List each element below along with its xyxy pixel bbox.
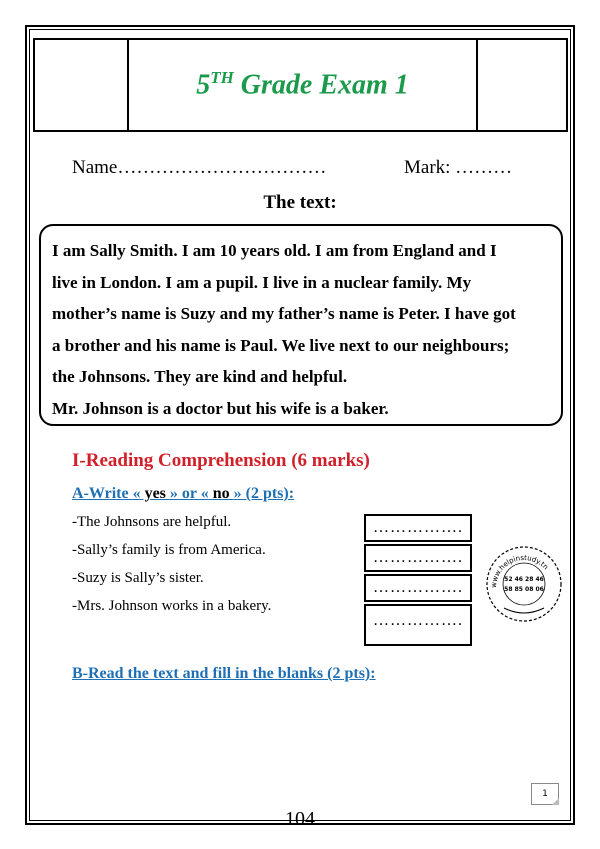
answer-field[interactable]: …………….	[364, 604, 472, 646]
part-a-instruction: A-Write « yes » or « no » (2 pts):	[72, 485, 295, 502]
keyword-yes: yes	[140, 485, 170, 502]
statement-item: -The Johnsons are helpful.	[72, 514, 232, 530]
passage-line: the Johnsons. They are kind and helpful.	[52, 367, 348, 386]
page-tag: 1	[531, 783, 559, 805]
header-title-cell	[129, 40, 476, 130]
answer-field[interactable]: …………….	[364, 574, 472, 602]
section-title-reading: I-Reading Comprehension (6 marks)	[72, 450, 370, 471]
stamp-phone2: 58 85 08 06	[504, 586, 544, 593]
statement-item: -Suzy is Sally’s sister.	[72, 570, 204, 586]
passage-line: mother’s name is Suzy and my father’s name is Peter. I have got	[52, 304, 516, 323]
keyword-no: no	[208, 485, 234, 502]
student-mark-field: Mark: ………	[404, 157, 513, 178]
statement-item: -Mrs. Johnson works in a bakery.	[72, 598, 272, 614]
answer-field[interactable]: …………….	[364, 514, 472, 542]
header-right-cell	[476, 40, 566, 130]
reading-passage	[39, 224, 563, 426]
passage-line: a brother and his name is Paul. We live next to our neighbours;	[52, 335, 510, 355]
exam-header	[33, 38, 568, 132]
helpinstudy-stamp	[484, 544, 564, 624]
exam-title: 5TH Grade Exam 1	[196, 68, 409, 101]
passage-line: I am Sally Smith. I am 10 years old. I am from England and I	[52, 241, 497, 260]
statement-item: -Sally’s family is from America.	[72, 542, 266, 558]
stamp-website: www.helpinstudy.tn	[489, 553, 550, 589]
answer-field[interactable]: …………….	[364, 544, 472, 572]
stamp-phone1: 52 46 28 46	[504, 576, 544, 583]
page-number: 104	[285, 808, 315, 830]
passage-heading: The text:	[263, 192, 337, 213]
part-b-instruction: B-Read the text and fill in the blanks (2 pts):	[72, 665, 376, 682]
student-name-field: Name……………………………	[72, 157, 327, 178]
passage-line: live in London. I am a pupil. I live in a nuclear family. My	[52, 272, 472, 292]
header-left-cell	[35, 40, 129, 130]
passage-line: Mr. Johnson is a doctor but his wife is a baker.	[52, 398, 389, 418]
